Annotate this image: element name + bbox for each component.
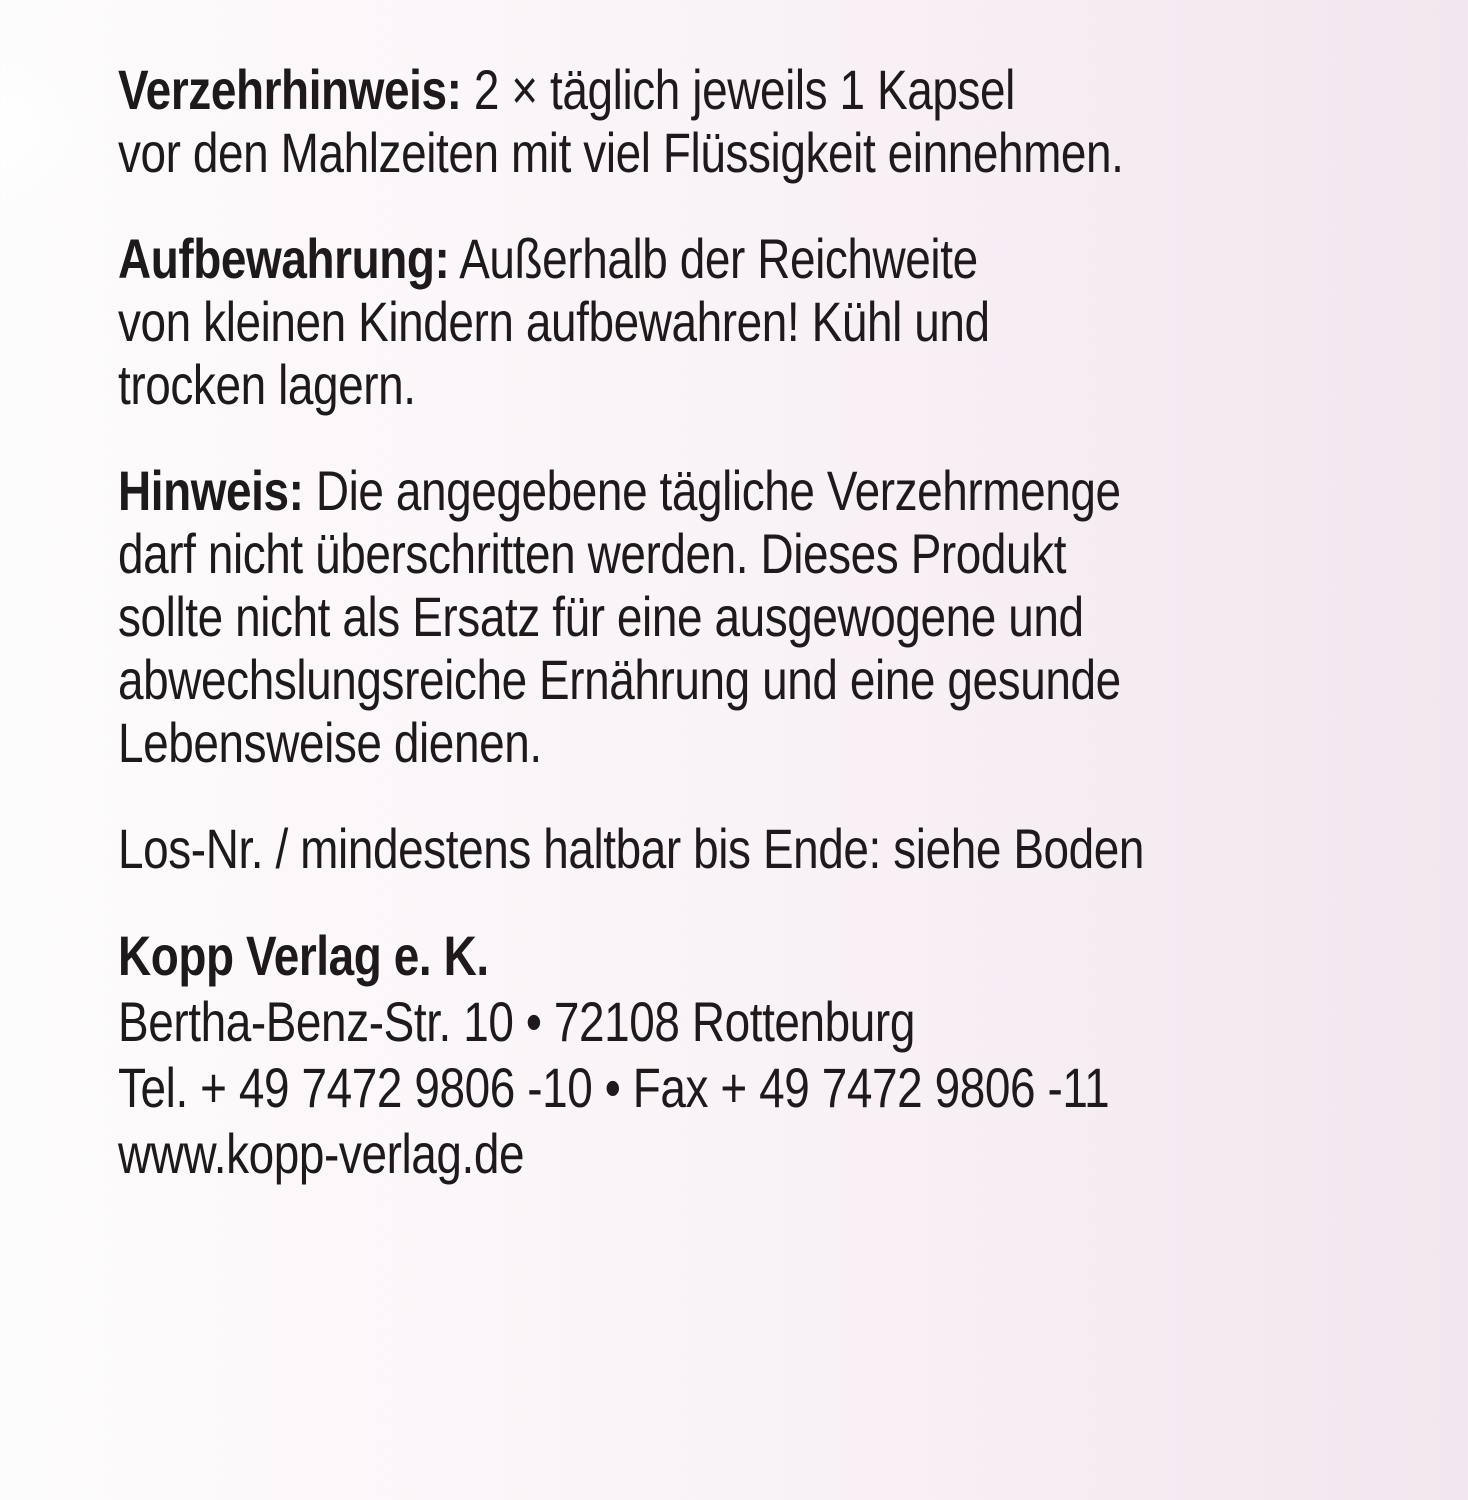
text-line — [118, 227, 1468, 290]
text-line — [118, 58, 1468, 121]
paragraph-heading: Aufbewahrung: — [118, 227, 450, 290]
text-line: von kleinen Kindern aufbewahren! Kühl und — [118, 290, 990, 353]
text-line — [118, 459, 1468, 522]
label-text-content — [118, 58, 1468, 1187]
paragraph-dosage-instructions — [118, 58, 1468, 184]
text-line: Los-Nr. / mindestens haltbar bis Ende: siehe Boden — [118, 817, 1145, 880]
publisher-street-city: Bertha-Benz-Str. 10 • 72108 Rottenburg — [118, 990, 915, 1053]
text-line: trocken lagern. — [118, 353, 416, 416]
text-line: Lebensweise dienen. — [118, 711, 542, 774]
paragraph-heading: Verzehrhinweis: — [118, 58, 462, 121]
paragraph-notice — [118, 459, 1468, 774]
paragraph-text: 2 × täglich jeweils 1 Kapsel — [461, 58, 1015, 121]
paragraph-storage-instructions — [118, 227, 1468, 416]
paragraph-heading: Hinweis: — [118, 459, 304, 522]
publisher-address-block — [118, 923, 1468, 1187]
publisher-website: www.kopp-verlag.de — [118, 1122, 525, 1185]
paragraph-text: Die angegebene tägliche Verzehrmenge — [303, 459, 1121, 522]
batch-and-best-before-line — [118, 817, 1468, 880]
text-line: vor den Mahlzeiten mit viel Flüssigkeit einnehmen. — [118, 121, 1124, 184]
text-line: sollte nicht als Ersatz für eine ausgewogene und — [118, 585, 1084, 648]
publisher-phone-fax: Tel. + 49 7472 9806 -10 • Fax + 49 7472 9806 -11 — [118, 1056, 1110, 1119]
publisher-name: Kopp Verlag e. K. — [118, 924, 489, 987]
text-line: darf nicht überschritten werden. Dieses Produkt — [118, 522, 1067, 585]
text-line: abwechslungsreiche Ernährung und eine gesunde — [118, 648, 1121, 711]
paragraph-text: Außerhalb der Reichweite — [449, 227, 978, 290]
